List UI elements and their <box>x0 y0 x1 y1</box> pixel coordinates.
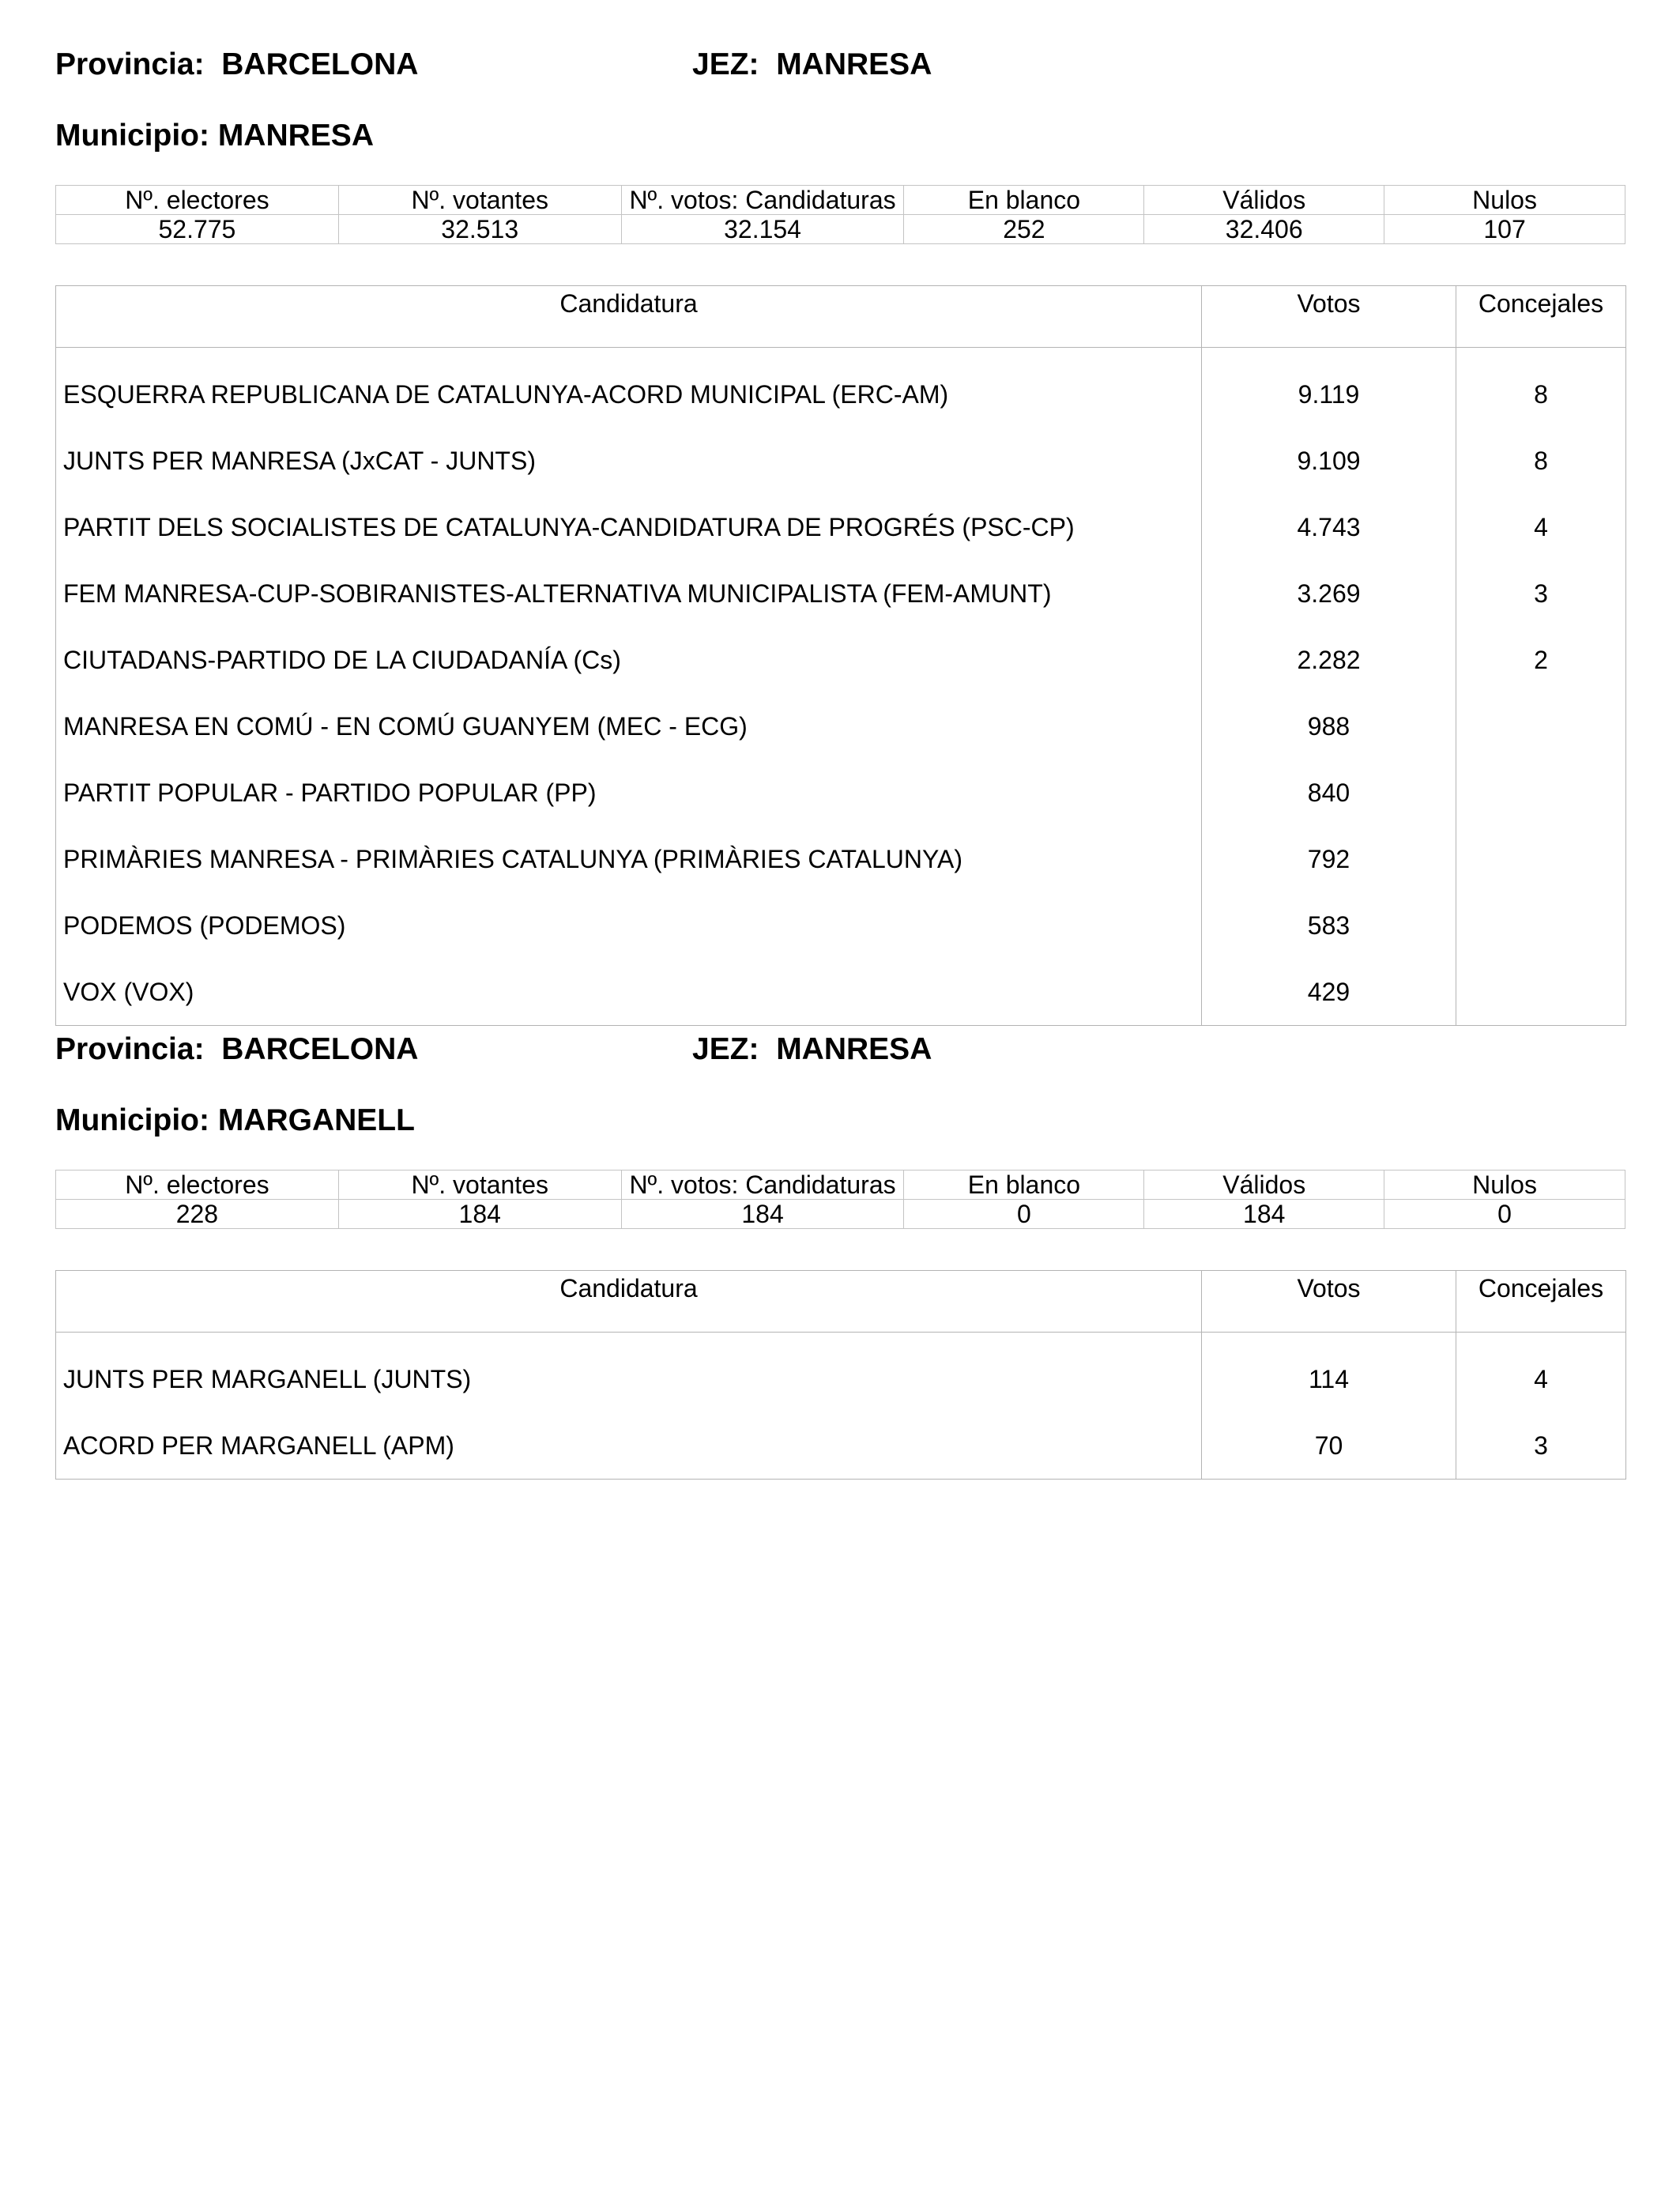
candidate-name: PARTIT DELS SOCIALISTES DE CATALUNYA-CANDIDATURA DE PROGRÉS (PSC-CP) <box>56 494 1202 560</box>
stats-header-cell: Nº. electores <box>56 1171 339 1200</box>
candidate-votes: 840 <box>1202 760 1456 826</box>
stats-header-row <box>56 1171 1625 1200</box>
stats-value-cell: 184 <box>338 1200 621 1229</box>
stats-value-cell: 52.775 <box>56 215 339 244</box>
votos-header: Votos <box>1202 1271 1456 1333</box>
stats-header-cell: Nº. votos: Candidaturas <box>621 1171 904 1200</box>
jez-heading <box>692 1032 932 1067</box>
jez-heading <box>692 47 932 82</box>
votos-header: Votos <box>1202 286 1456 348</box>
municipality-section <box>55 47 1625 1006</box>
candidate-row <box>56 1333 1626 1413</box>
candidates-header-row <box>56 286 1626 348</box>
candidate-row <box>56 959 1626 1026</box>
candidate-seats: 8 <box>1456 348 1626 428</box>
candidate-votes: 2.282 <box>1202 627 1456 693</box>
stats-value-cell: 32.154 <box>621 215 904 244</box>
concejales-header: Concejales <box>1456 286 1626 348</box>
stats-value-cell: 0 <box>1384 1200 1625 1229</box>
candidate-votes: 583 <box>1202 892 1456 959</box>
jez-value: MANRESA <box>776 47 932 81</box>
candidate-row <box>56 428 1626 494</box>
stats-value-cell: 228 <box>56 1200 339 1229</box>
candidate-votes: 4.743 <box>1202 494 1456 560</box>
candidate-seats: 3 <box>1456 1412 1626 1480</box>
provincia-heading <box>55 1032 418 1067</box>
stats-value-cell: 107 <box>1384 215 1625 244</box>
stats-header-cell: En blanco <box>904 1171 1144 1200</box>
candidate-name: FEM MANRESA-CUP-SOBIRANISTES-ALTERNATIVA MUNICIPALISTA (FEM-AMUNT) <box>56 560 1202 627</box>
candidate-seats: 4 <box>1456 494 1626 560</box>
stats-value-cell: 184 <box>1144 1200 1384 1229</box>
provincia-heading <box>55 47 418 82</box>
jez-label: JEZ: <box>692 47 759 81</box>
stats-header-row <box>56 186 1625 215</box>
stats-value-cell: 32.406 <box>1144 215 1384 244</box>
stats-table <box>55 1170 1625 1229</box>
candidate-seats <box>1456 760 1626 826</box>
candidate-seats <box>1456 826 1626 892</box>
municipio-value: MANRESA <box>217 119 374 153</box>
candidate-seats <box>1456 693 1626 760</box>
candidate-votes: 70 <box>1202 1412 1456 1480</box>
provincia-label: Provincia: <box>55 47 205 81</box>
candidate-name: ACORD PER MARGANELL (APM) <box>56 1412 1202 1480</box>
provincia-value: BARCELONA <box>221 1032 419 1066</box>
municipio-label: Municipio: <box>55 119 209 153</box>
provincia-value: BARCELONA <box>221 47 419 81</box>
stats-value-cell: 32.513 <box>338 215 621 244</box>
candidate-seats: 8 <box>1456 428 1626 494</box>
stats-value-cell: 184 <box>621 1200 904 1229</box>
candidate-name: JUNTS PER MARGANELL (JUNTS) <box>56 1333 1202 1413</box>
candidate-votes: 3.269 <box>1202 560 1456 627</box>
stats-value-row <box>56 1200 1625 1229</box>
candidate-row <box>56 348 1626 428</box>
stats-table <box>55 185 1625 244</box>
candidate-seats: 3 <box>1456 560 1626 627</box>
candidate-row <box>56 494 1626 560</box>
municipality-section <box>55 1032 1625 1981</box>
candidate-name: PRIMÀRIES MANRESA - PRIMÀRIES CATALUNYA (PRIMÀRIES CATALUNYA) <box>56 826 1202 892</box>
candidate-votes: 9.119 <box>1202 348 1456 428</box>
candidate-votes: 988 <box>1202 693 1456 760</box>
stats-header-cell: Nulos <box>1384 1171 1625 1200</box>
jez-value: MANRESA <box>776 1032 932 1066</box>
candidate-name: MANRESA EN COMÚ - EN COMÚ GUANYEM (MEC - ECG) <box>56 693 1202 760</box>
stats-header-cell: En blanco <box>904 186 1144 215</box>
candidatura-header: Candidatura <box>56 1271 1202 1333</box>
candidate-name: CIUTADANS-PARTIDO DE LA CIUDADANÍA (Cs) <box>56 627 1202 693</box>
candidate-seats: 4 <box>1456 1333 1626 1413</box>
candidate-seats <box>1456 959 1626 1026</box>
stats-header-cell: Válidos <box>1144 186 1384 215</box>
candidatura-header: Candidatura <box>56 286 1202 348</box>
jez-label: JEZ: <box>692 1032 759 1066</box>
candidates-table <box>55 1270 1626 1480</box>
provincia-label: Provincia: <box>55 1032 205 1066</box>
candidate-seats: 2 <box>1456 627 1626 693</box>
candidate-name: VOX (VOX) <box>56 959 1202 1026</box>
stats-header-cell: Nº. votantes <box>338 186 621 215</box>
stats-value-cell: 0 <box>904 1200 1144 1229</box>
candidate-votes: 114 <box>1202 1333 1456 1413</box>
municipio-heading <box>55 1103 415 1138</box>
stats-header-cell: Nº. electores <box>56 186 339 215</box>
municipio-label: Municipio: <box>55 1103 209 1137</box>
candidate-votes: 9.109 <box>1202 428 1456 494</box>
candidate-row <box>56 1412 1626 1480</box>
stats-header-cell: Válidos <box>1144 1171 1384 1200</box>
candidate-votes: 429 <box>1202 959 1456 1026</box>
stats-header-cell: Nº. votantes <box>338 1171 621 1200</box>
candidate-row <box>56 760 1626 826</box>
candidate-name: ESQUERRA REPUBLICANA DE CATALUNYA-ACORD MUNICIPAL (ERC-AM) <box>56 348 1202 428</box>
candidate-row <box>56 627 1626 693</box>
municipio-heading <box>55 119 374 153</box>
stats-value-row <box>56 215 1625 244</box>
stats-header-cell: Nº. votos: Candidaturas <box>621 186 904 215</box>
candidate-row <box>56 892 1626 959</box>
candidate-name: PODEMOS (PODEMOS) <box>56 892 1202 959</box>
candidate-row <box>56 560 1626 627</box>
stats-header-cell: Nulos <box>1384 186 1625 215</box>
candidates-header-row <box>56 1271 1626 1333</box>
candidate-name: PARTIT POPULAR - PARTIDO POPULAR (PP) <box>56 760 1202 826</box>
candidate-row <box>56 826 1626 892</box>
candidate-votes: 792 <box>1202 826 1456 892</box>
municipio-value: MARGANELL <box>217 1103 415 1137</box>
concejales-header: Concejales <box>1456 1271 1626 1333</box>
candidate-seats <box>1456 892 1626 959</box>
stats-value-cell: 252 <box>904 215 1144 244</box>
candidate-name: JUNTS PER MANRESA (JxCAT - JUNTS) <box>56 428 1202 494</box>
candidates-table <box>55 285 1626 1026</box>
candidate-row <box>56 693 1626 760</box>
